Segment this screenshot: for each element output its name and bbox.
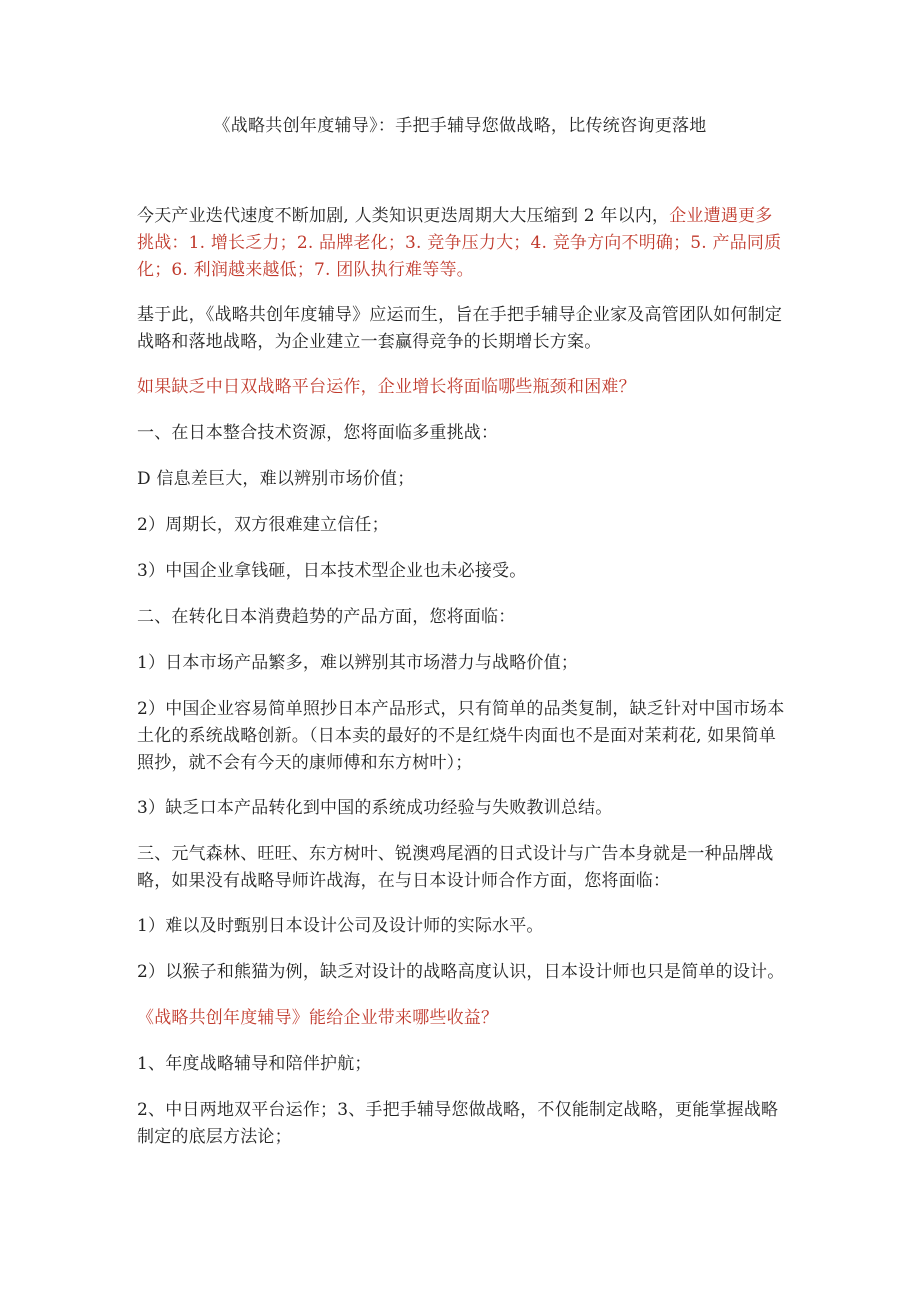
section-3-title: 三、元气森林、旺旺、东方树叶、锐澳鸡尾酒的日式设计与广告本身就是一种品牌战略，如果没有战略导师许战海，在与日本设计师合作方面，您将面临： bbox=[137, 844, 774, 891]
document-body bbox=[137, 203, 787, 1169]
question-heading-bottlenecks: 如果缺乏中日双战略平台运作，企业增长将面临哪些瓶颈和困难？ bbox=[137, 377, 636, 397]
section-2-title: 二、在转化日本消费趋势的产品方面，您将面临： bbox=[137, 607, 516, 627]
section-1-title: 一、在日本整合技术资源，您将面临多重挑战： bbox=[137, 423, 499, 443]
section-2-item: 2）中国企业容易简单照抄日本产品形式，只有简单的品类复制，缺乏针对中国市场本土化的系统战略创新。（日本卖的最好的不是红烧牛肉面也不是面对茉莉花, 如果简单照抄，就不会有今天的康师傅和东方树叶）； bbox=[137, 699, 785, 773]
intro-challenges-text: 企业遭遇更多挑战：1. 增长乏力；2. 品牌老化；3. 竞争压力大；4. 竞争方向不明确；5. 产品同质化；6. 利润越来越低；7. 团队执行难等等。 bbox=[137, 206, 782, 280]
basis-paragraph: 基于此，《战略共创年度辅导》应运而生，旨在手把手辅导企业家及高管团队如何制定战略和落地战略，为企业建立一套赢得竞争的长期增长方案。 bbox=[137, 305, 783, 352]
section-1-item: D 信息差巨大，难以辨别市场价值； bbox=[137, 469, 415, 489]
intro-text: 今天产业迭代速度不断加剧, 人类知识更迭周期大大压缩到 2 年以内， bbox=[137, 206, 670, 226]
benefit-item: 2、中日两地双平台运作；3、手把手辅导您做战略，不仅能制定战略，更能掌握战略制定的底层方法论； bbox=[137, 1100, 779, 1147]
document-title: 《战略共创年度辅导》：手把手辅导您做战略，比传统咨询更落地 bbox=[213, 116, 707, 136]
section-2-item: 3）缺乏口本产品转化到中国的系统成功经验与失败教训总结。 bbox=[137, 798, 613, 818]
intro-paragraph bbox=[137, 203, 787, 284]
section-1-item: 2）周期长，双方很难建立信任； bbox=[137, 515, 389, 535]
question-heading-benefits: 《战略共创年度辅导》能给企业带来哪些收益？ bbox=[137, 1008, 499, 1028]
section-2-item: 1）日本市场产品繁多，难以辨别其市场潜力与战略价值； bbox=[137, 653, 579, 673]
benefit-item: 1、年度战略辅导和陪伴护航； bbox=[137, 1054, 372, 1074]
section-3-item: 2）以猴子和熊猫为例，缺乏对设计的战略高度认识，日本设计师也只是简单的设计。 bbox=[137, 962, 785, 982]
section-3-item: 1）难以及时甄别日本设计公司及设计师的实际水平。 bbox=[137, 916, 544, 936]
section-1-item: 3）中国企业拿钱砸，日本技术型企业也未必接受。 bbox=[137, 561, 527, 581]
